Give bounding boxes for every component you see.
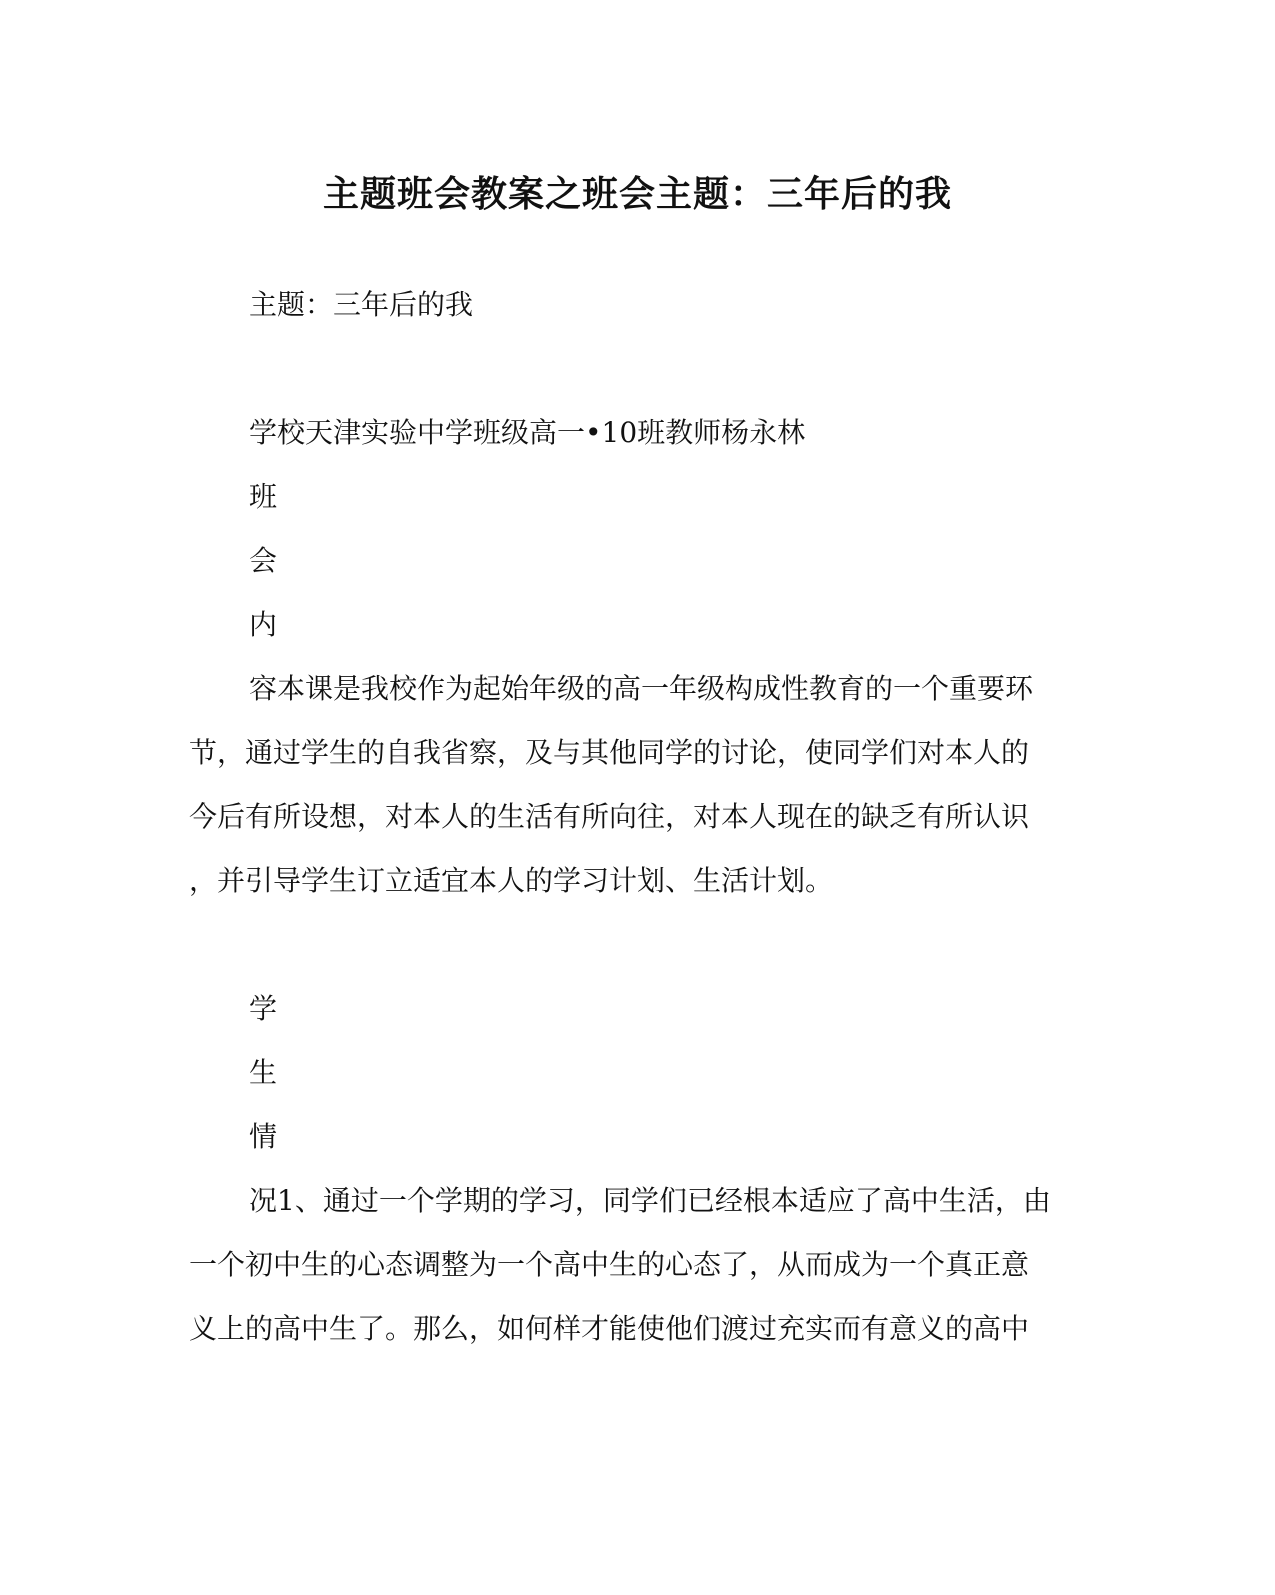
section2-label-char: 生 [249, 1056, 278, 1089]
info-line: 学校天津实验中学班级高一•10班教师杨永林 [249, 416, 806, 449]
section1-text-line: 节，通过学生的自我省察，及与其他同学的讨论，使同学们对本人的 [189, 736, 1030, 769]
section2-text-line: 况1、通过一个学期的学习，同学们已经根本适应了高中生活，由 [249, 1184, 1051, 1217]
section1-label-char: 内 [249, 608, 278, 641]
section1-label-char: 会 [249, 544, 278, 577]
section2-text-line: 一个初中生的心态调整为一个高中生的心态了，从而成为一个真正意 [189, 1248, 1030, 1281]
section2-text-line: 义上的高中生了。那么，如何样才能使他们渡过充实而有意义的高中 [189, 1312, 1030, 1345]
document-title: 主题班会教案之班会主题：三年后的我 [322, 173, 952, 215]
theme-line: 主题：三年后的我 [249, 288, 474, 321]
section2-label-char: 情 [249, 1120, 278, 1153]
section1-text-line: ，并引导学生订立适宜本人的学习计划、生活计划。 [189, 864, 834, 897]
section1-text-line: 今后有所设想，对本人的生活有所向往，对本人现在的缺乏有所认识 [189, 800, 1030, 833]
section1-label-char: 班 [249, 480, 278, 513]
section2-label-char: 学 [249, 992, 278, 1025]
section1-text-line: 容本课是我校作为起始年级的高一年级构成性教育的一个重要环 [249, 672, 1034, 705]
